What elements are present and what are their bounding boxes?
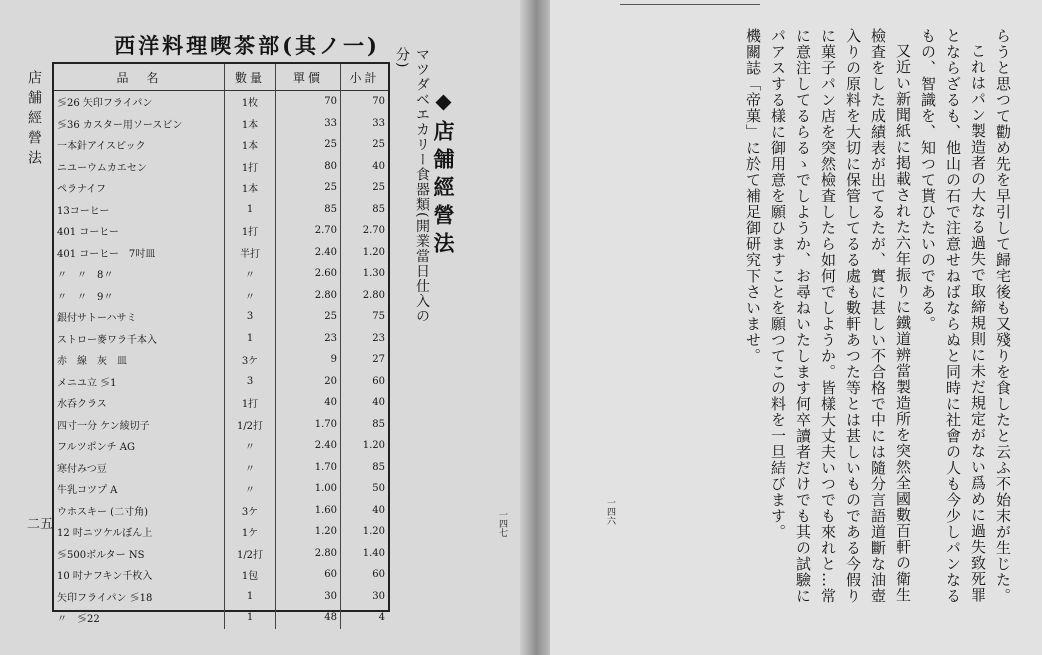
- cell-unit-price: 2.60: [276, 263, 341, 285]
- cell-unit-price: 2.80: [276, 543, 341, 565]
- table-row: [54, 306, 388, 328]
- header-name: 品 名: [54, 64, 225, 91]
- cell-unit-price: 9: [276, 349, 341, 371]
- cell-subtotal: 75: [341, 306, 389, 328]
- table-row: [54, 564, 388, 586]
- cell-qty: 〃: [225, 435, 276, 457]
- cell-unit-price: 48: [276, 607, 341, 629]
- cell-unit-price: 25: [276, 177, 341, 199]
- cell-name: ≶26 矢印フライパン: [57, 98, 153, 110]
- paragraph: 機關誌「帝菓」に於て補足御研究下さいませ。: [744, 28, 762, 364]
- table-row: [54, 607, 388, 629]
- cell-subtotal: 2.80: [341, 285, 389, 307]
- table-row: [54, 414, 388, 436]
- cell-unit-price: 30: [276, 586, 341, 608]
- cell-qty: 1打: [225, 392, 276, 414]
- ledger-table: [52, 62, 390, 626]
- cell-subtotal: 40: [341, 156, 389, 178]
- cell-qty: 3: [225, 371, 276, 393]
- cell-subtotal: 27: [341, 349, 389, 371]
- cell-subtotal: 33: [341, 113, 389, 135]
- cell-qty: 1打: [225, 156, 276, 178]
- cell-unit-price: 2.80: [276, 285, 341, 307]
- cell-qty: 1/2打: [225, 543, 276, 565]
- table-row: [54, 500, 388, 522]
- cell-name: 矢印フライパン ≶18: [57, 592, 153, 604]
- cell-name: 10 吋ナフキン千枚入: [57, 571, 153, 583]
- cell-subtotal: 40: [341, 392, 389, 414]
- table-row: [54, 435, 388, 457]
- cell-unit-price: 1.00: [276, 478, 341, 500]
- cell-unit-price: 20: [276, 371, 341, 393]
- table-row: [54, 220, 388, 242]
- cell-qty: 1包: [225, 564, 276, 586]
- table-row: [54, 521, 388, 543]
- cell-qty: 1本: [225, 177, 276, 199]
- table-row: [54, 285, 388, 307]
- cell-subtotal: 1.30: [341, 263, 389, 285]
- cell-name: ≶500ボルター NS: [57, 549, 145, 561]
- page-number-left: 一四七: [497, 510, 507, 537]
- cell-name: ニユーウムカエセン: [57, 162, 147, 174]
- cell-unit-price: 1.70: [276, 457, 341, 479]
- cell-unit-price: 1.70: [276, 414, 341, 436]
- cell-unit-price: 2.70: [276, 220, 341, 242]
- heading: ◆店舗經營法: [431, 88, 456, 260]
- cell-subtotal: 60: [341, 371, 389, 393]
- cell-name: 13コーヒー: [57, 205, 110, 217]
- cell-name: 一本針アイスピック: [57, 141, 146, 153]
- table-row: [54, 328, 388, 350]
- cell-name: 水呑クラス: [57, 399, 107, 411]
- cell-name: ペラナイフ: [57, 184, 106, 196]
- cell-name: 牛乳コツプ A: [57, 485, 118, 497]
- side-page-number: 二五: [27, 517, 54, 532]
- table-row: [54, 371, 388, 393]
- cell-qty: 1本: [225, 113, 276, 135]
- header-unit-price: 單價: [276, 64, 341, 91]
- cell-name: フルツポンチ AG: [57, 442, 135, 454]
- paragraph: 又近い新聞紙に掲載された六年振りに鐵道辨當製造所を突然全國數百軒の衛生檢査をした成績表が出てるたが、實に甚しい不合格で中には隨分言語道斷な油壺入りの原料を大切に保管してるる處も數軒あつた等とは甚しいものである今假りに菓子パン店を突然檢査したら如何でしようか。皆樣大丈夫いつでも來れと…常に意注してるらるゝでしようか、お尋ねいたします何卒讀者だけでも其の試驗にパアスする樣に御用意を願ひますことを願つてこの料を一旦結びます。: [769, 28, 912, 604]
- cell-qty: 〃: [225, 285, 276, 307]
- cell-subtotal: 1.20: [341, 521, 389, 543]
- table-row: [54, 478, 388, 500]
- cell-qty: 〃: [225, 263, 276, 285]
- cell-unit-price: 80: [276, 156, 341, 178]
- cell-subtotal: 70: [341, 91, 389, 113]
- cell-qty: 3ケ: [225, 500, 276, 522]
- cell-unit-price: 85: [276, 199, 341, 221]
- cell-subtotal: 50: [341, 478, 389, 500]
- cell-subtotal: 40: [341, 500, 389, 522]
- cell-unit-price: 40: [276, 392, 341, 414]
- book-gutter: [520, 0, 550, 655]
- cell-name: 401 コーヒー: [57, 227, 119, 239]
- header-subtotal: 小計: [341, 64, 389, 91]
- top-rule: [620, 4, 760, 5]
- cell-qty: 1/2打: [225, 414, 276, 436]
- cell-qty: 1本: [225, 134, 276, 156]
- cell-unit-price: 60: [276, 564, 341, 586]
- table-row: [54, 199, 388, 221]
- cell-subtotal: 60: [341, 564, 389, 586]
- cell-unit-price: 25: [276, 134, 341, 156]
- cell-subtotal: 1.40: [341, 543, 389, 565]
- cell-qty: 1: [225, 199, 276, 221]
- cell-name: 〃 ≶22: [57, 614, 100, 626]
- cell-subtotal: 2.70: [341, 220, 389, 242]
- paragraph: これはパン製造者の大なる過失で取締規則に未だ規定がない爲めに過失致死罪とならざるも、他山の石で注意せねばならぬと同時に社會の人も今少しパンなるもの、智識を、知つて貰ひたいのである。: [919, 28, 987, 604]
- cell-name: 401 コーヒー 7吋皿: [57, 248, 156, 260]
- cell-qty: 3: [225, 306, 276, 328]
- table-row: [54, 392, 388, 414]
- cell-name: 12 吋ニツケルぼん上: [57, 528, 153, 540]
- side-label: 店舗經營法: [26, 70, 42, 170]
- cell-subtotal: 25: [341, 134, 389, 156]
- subhead: マツダベエカリー食器類(開業當日仕入の分): [394, 47, 430, 324]
- cell-subtotal: 1.20: [341, 242, 389, 264]
- cell-subtotal: 85: [341, 414, 389, 436]
- table-row: [54, 91, 388, 113]
- cell-subtotal: 1.20: [341, 435, 389, 457]
- header-qty: 數量: [225, 64, 276, 91]
- cell-unit-price: 25: [276, 306, 341, 328]
- cell-qty: 1: [225, 328, 276, 350]
- cell-name: メニユ立 ≶1: [57, 377, 117, 389]
- cell-subtotal: 23: [341, 328, 389, 350]
- paragraph: らうと思つて勸め先を早引して歸宅後も又殘りを食したと云ふ不始末が生じた。: [994, 28, 1012, 604]
- page-number-right: 一四六: [605, 498, 615, 525]
- table-row: [54, 263, 388, 285]
- cell-qty: 1ケ: [225, 521, 276, 543]
- table-row: [54, 156, 388, 178]
- cell-qty: 1打: [225, 220, 276, 242]
- cell-subtotal: 25: [341, 177, 389, 199]
- cell-qty: 1: [225, 607, 276, 629]
- cell-qty: 半打: [225, 242, 276, 264]
- cell-name: 〃 〃 9〃: [57, 291, 114, 303]
- cell-name: 四寸一分 ケン綾切子: [57, 420, 150, 432]
- cell-name: 〃 〃 8〃: [57, 270, 114, 282]
- table-row: [54, 177, 388, 199]
- cell-unit-price: 1.20: [276, 521, 341, 543]
- cell-unit-price: 23: [276, 328, 341, 350]
- table-row: [54, 543, 388, 565]
- table-row: [54, 242, 388, 264]
- cell-name: 銀付サトーハサミ: [57, 313, 137, 325]
- cell-subtotal: 85: [341, 199, 389, 221]
- table-row: [54, 586, 388, 608]
- cell-name: ウホスキー (二寸角): [57, 506, 148, 518]
- cell-name: ストロー麥ワラ千本入: [57, 334, 157, 346]
- cell-unit-price: 33: [276, 113, 341, 135]
- cell-qty: 〃: [225, 457, 276, 479]
- cell-unit-price: 1.60: [276, 500, 341, 522]
- cell-name: 赤 線 灰 皿: [57, 356, 127, 368]
- cell-unit-price: 2.40: [276, 435, 341, 457]
- section-title: 西洋料理喫茶部(其ノ一): [114, 33, 380, 58]
- cell-qty: 1枚: [225, 91, 276, 113]
- table-row: [54, 349, 388, 371]
- cell-unit-price: 70: [276, 91, 341, 113]
- table-row: [54, 457, 388, 479]
- cell-name: ≶36 カスター用ソースビン: [57, 119, 183, 131]
- body-text: [575, 28, 1015, 608]
- cell-subtotal: 85: [341, 457, 389, 479]
- cell-qty: 3ケ: [225, 349, 276, 371]
- cell-name: 寒付みつ豆: [57, 463, 107, 475]
- table-row: [54, 134, 388, 156]
- table-row: [54, 113, 388, 135]
- cell-subtotal: 4: [341, 607, 389, 629]
- cell-subtotal: 30: [341, 586, 389, 608]
- cell-qty: 〃: [225, 478, 276, 500]
- cell-unit-price: 2.40: [276, 242, 341, 264]
- cell-qty: 1: [225, 586, 276, 608]
- table-header-row: [54, 64, 388, 91]
